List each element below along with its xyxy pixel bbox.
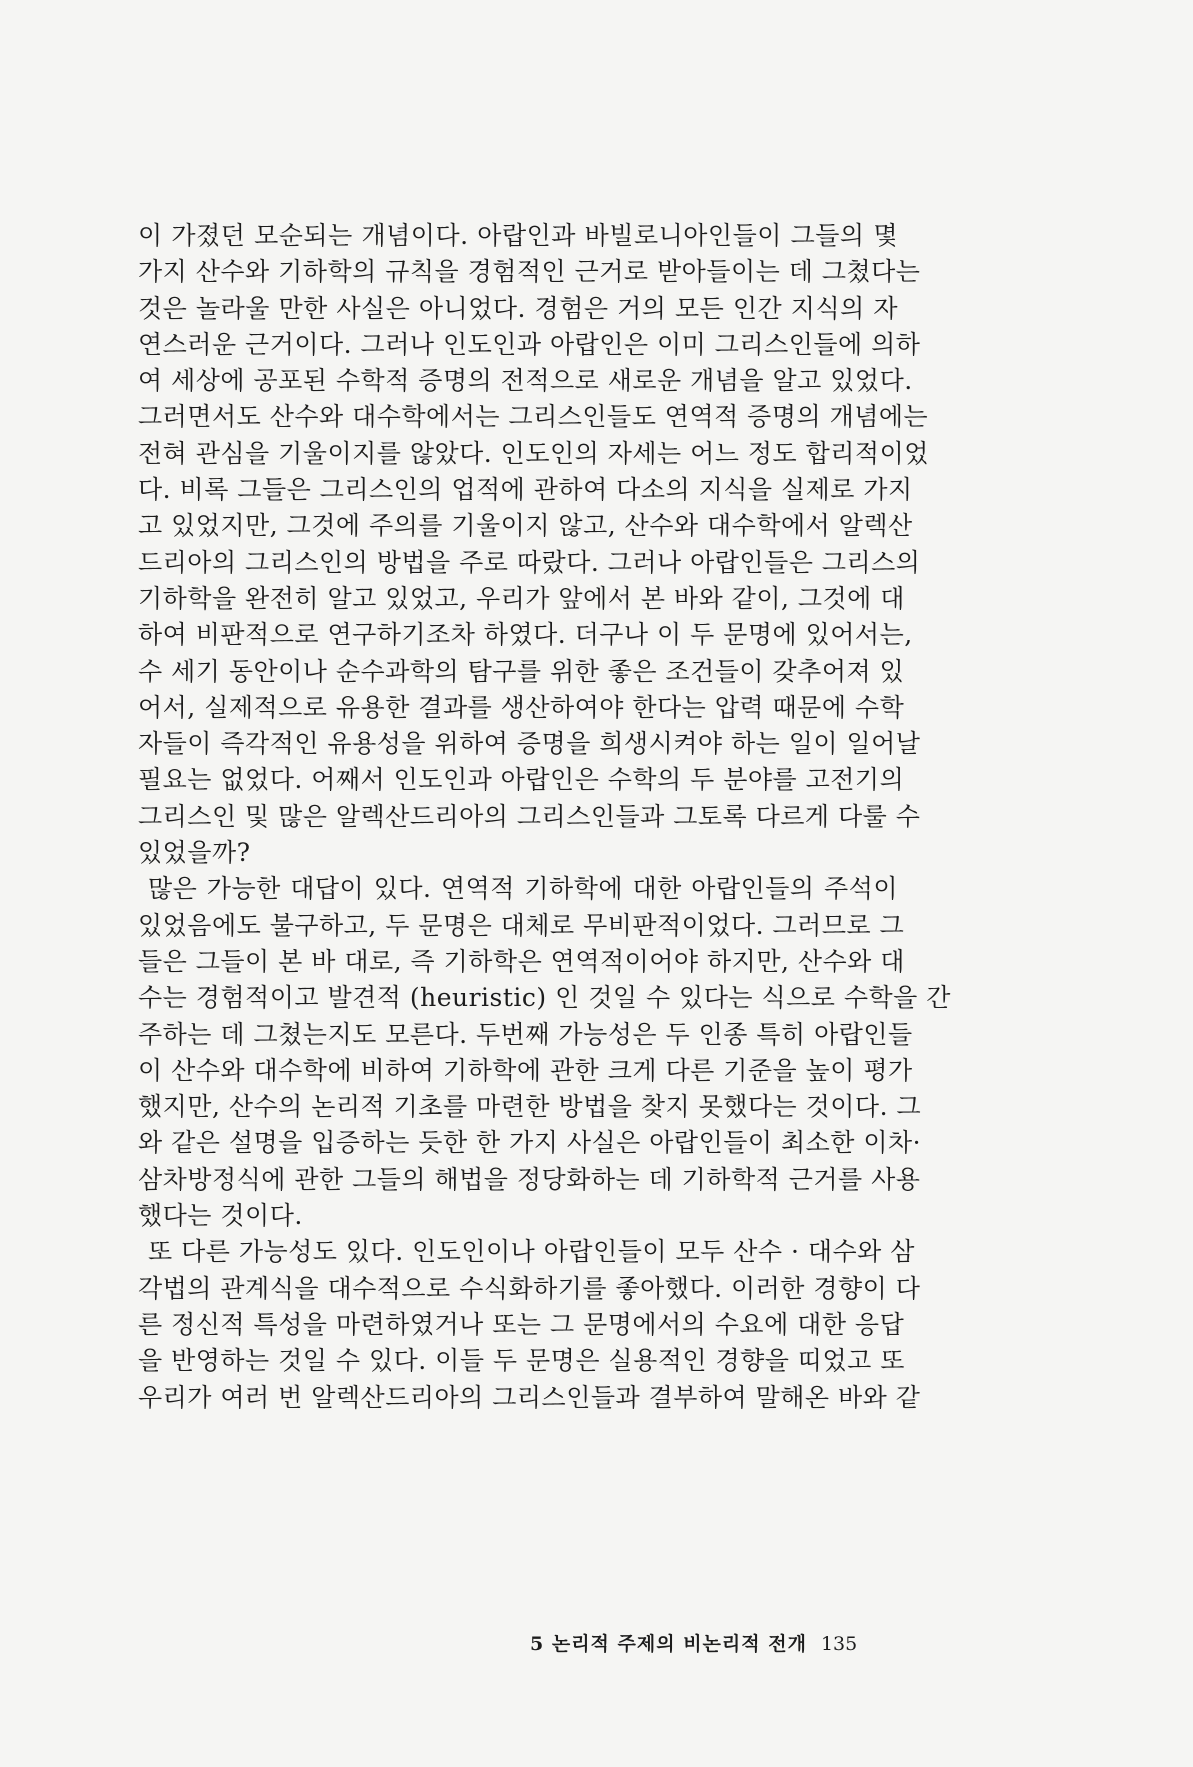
text-line: 했지만, 산수의 논리적 기초를 마련한 방법을 찾지 못했다는 것이다. 그	[138, 1092, 922, 1122]
text-line: 수는 경험적이고 발견적 (heuristic) 인 것일 수 있다는 식으로 수학을 간	[138, 983, 951, 1013]
text-line: 우리가 여러 번 알렉산드리아의 그리스인들과 결부하여 말해온 바와 같	[138, 1382, 921, 1412]
paragraph-end-line: 했다는 것이다.	[138, 1201, 303, 1231]
text-line: 각법의 관계식을 대수적으로 수식화하기를 좋아했다. 이러한 경향이 다	[138, 1273, 921, 1303]
paragraph-end-line: 있었을까?	[138, 838, 251, 868]
page-number: 135	[820, 1633, 858, 1655]
text-line: 고 있었지만, 그것에 주의를 기울이지 않고, 산수와 대수학에서 알렉산	[138, 511, 913, 541]
body-text	[138, 218, 951, 1416]
text-line: 다. 비록 그들은 그리스인의 업적에 관하여 다소의 지식을 실제로 가지	[138, 475, 913, 505]
page-footer	[530, 1626, 870, 1662]
text-line: 것은 놀라울 만한 사실은 아니었다. 경험은 거의 모든 인간 지식의 자	[138, 293, 898, 323]
text-line: 연스러운 근거이다. 그러나 인도인과 아랍인은 이미 그리스인들에 의하	[138, 329, 921, 359]
paragraph-start-line: 또 다른 가능성도 있다. 인도인이나 아랍인들이 모두 산수 · 대수와 삼	[148, 1237, 915, 1267]
text-line: 이 산수와 대수학에 비하여 기하학에 관한 크게 다른 기준을 높이 평가	[138, 1055, 913, 1085]
text-line: 그리스인 및 많은 알렉산드리아의 그리스인들과 그토록 다르게 다룰 수	[138, 801, 921, 831]
text-line: 이 가졌던 모순되는 개념이다. 아랍인과 바빌로니아인들이 그들의 몇	[138, 221, 898, 250]
text-line: 필요는 없었다. 어째서 인도인과 아랍인은 수학의 두 분야를 고전기의	[138, 765, 905, 795]
text-line: 기하학을 완전히 알고 있었고, 우리가 앞에서 본 바와 같이, 그것에 대	[138, 583, 905, 613]
running-title: 5 논리적 주제의 비논리적 전개	[530, 1633, 807, 1655]
text-line: 어서, 실제적으로 유용한 결과를 생산하여야 한다는 압력 때문에 수학	[138, 692, 905, 722]
text-line: 자들이 즉각적인 유용성을 위하여 증명을 희생시켜야 하는 일이 일어날	[138, 729, 921, 759]
paragraph-start-line: 많은 가능한 대답이 있다. 연역적 기하학에 대한 아랍인들의 주석이	[148, 874, 898, 904]
text-line: 수 세기 동안이나 순수과학의 탐구를 위한 좋은 조건들이 갖추어져 있	[138, 656, 905, 686]
text-line: 전혀 관심을 기울이지를 않았다. 인도인의 자세는 어느 정도 합리적이었	[138, 438, 929, 468]
text-line: 주하는 데 그쳤는지도 모른다. 두번째 가능성은 두 인종 특히 아랍인들	[138, 1019, 913, 1049]
text-line: 삼차방정식에 관한 그들의 해법을 정당화하는 데 기하학적 근거를 사용	[138, 1164, 921, 1194]
text-line: 와 같은 설명을 입증하는 듯한 한 가지 사실은 아랍인들이 최소한 이차·	[138, 1128, 922, 1158]
text-line: 들은 그들이 본 바 대로, 즉 기하학은 연역적이어야 하지만, 산수와 대	[138, 946, 905, 976]
text-line: 른 정신적 특성을 마련하였거나 또는 그 문명에서의 수요에 대한 응답	[138, 1309, 905, 1339]
text-line: 그러면서도 산수와 대수학에서는 그리스인들도 연역적 증명의 개념에는	[138, 402, 929, 432]
text-line: 있었음에도 불구하고, 두 문명은 대체로 무비판적이었다. 그러므로 그	[138, 910, 905, 940]
text-line: 여 세상에 공포된 수학적 증명의 전적으로 새로운 개념을 알고 있었다.	[138, 366, 913, 396]
text-line: 드리아의 그리스인의 방법을 주로 따랐다. 그러나 아랍인들은 그리스의	[138, 547, 921, 577]
text-line: 하여 비판적으로 연구하기조차 하였다. 더구나 이 두 문명에 있어서는,	[138, 620, 913, 650]
text-line: 을 반영하는 것일 수 있다. 이들 두 문명은 실용적인 경향을 띠었고 또	[138, 1346, 905, 1376]
text-line: 가지 산수와 기하학의 규칙을 경험적인 근거로 받아들이는 데 그쳤다는	[138, 257, 921, 287]
